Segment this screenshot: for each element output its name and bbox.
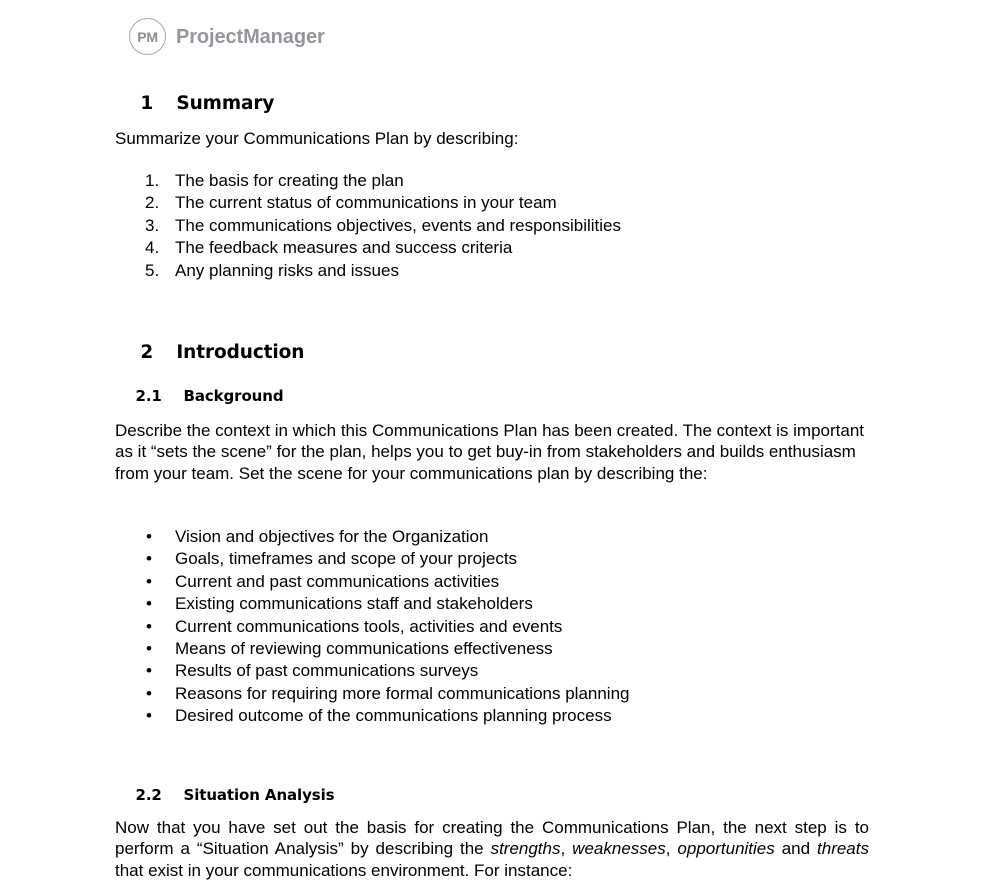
heading-summary [115,74,274,135]
bullet-icon: • [146,639,152,659]
emphasis-weaknesses: weaknesses [572,839,666,859]
separator-2: , [665,839,678,859]
emphasis-opportunities: opportunities [677,839,775,859]
list-item [115,215,875,237]
brand-logo [129,18,325,55]
summary-numbered-list [115,170,875,282]
emphasis-threats: threats [817,839,869,859]
list-item [115,571,875,593]
list-item-label: Any planning risks and issues [175,260,399,280]
list-marker: 5. [145,260,160,280]
bullet-icon: • [146,661,152,681]
list-item-label: Results of past communications surveys [175,661,479,681]
heading-situation-analysis-title: Situation Analysis [183,785,335,804]
list-item-label: Desired outcome of the communications planning process [175,706,612,726]
list-item [115,683,875,705]
list-marker: 1. [145,171,160,190]
list-item [115,616,875,638]
situation-analysis-paragraph [115,817,869,881]
bullet-icon: • [146,706,152,726]
heading-summary-number: 1 [140,93,154,115]
heading-situation-analysis [115,770,334,820]
summary-intro-paragraph: Summarize your Communications Plan by describing: [115,129,519,148]
list-marker: 4. [145,238,160,258]
heading-situation-analysis-number: 2.2 [135,785,162,804]
bullet-icon: • [146,683,152,703]
bullet-icon: • [146,594,152,614]
heading-background-number: 2.1 [135,386,162,405]
list-item-label: Vision and objectives for the Organization [175,527,489,546]
list-item-label: Current and past communications activities [175,571,500,591]
list-item [115,192,875,214]
background-paragraph: Describe the context in which this Communications Plan has been created. The context is important as it “sets the scene” for the plan, helps you to get buy-in from stakeholders and builds enthusiasm from your team. Set the scene for your communications plan by describing the: [115,421,865,483]
heading-summary-title: Summary [176,93,275,115]
list-item [115,237,875,259]
project-manager-circle-icon [129,18,166,55]
situation-analysis-lead: Now that you have set out the basis for creating the Communications Plan, the next step is to perform a “Situation Analysis” by describing the [115,818,869,859]
heading-introduction-title: Introduction [176,342,305,364]
list-item-label: Means of reviewing communications effectiveness [175,639,553,659]
list-item [115,548,875,570]
heading-background [115,371,283,421]
emphasis-strengths: strengths [490,839,561,859]
separator-3: and [774,839,818,859]
list-item-label: The communications objectives, events and responsibilities [175,215,622,235]
list-item-label: The basis for creating the plan [175,171,404,190]
list-marker: 3. [145,215,160,235]
separator-1: , [560,839,573,859]
bullet-icon: • [146,571,152,591]
bullet-icon: • [146,616,152,636]
list-item [115,170,875,192]
list-item [115,638,875,660]
situation-analysis-tail: that exist in your communications environment. For instance: [115,860,573,880]
bullet-icon: • [146,527,152,546]
list-marker: 2. [145,193,160,213]
background-bullet-list [115,526,875,728]
logo-monogram: PM [137,28,158,45]
list-item [115,660,875,682]
logo-wordmark: ProjectManager [176,25,325,48]
bullet-icon: • [146,549,152,569]
list-item-label: Goals, timeframes and scope of your projects [175,549,518,569]
list-item-label: Current communications tools, activities and events [175,616,563,636]
heading-background-title: Background [183,386,284,405]
list-item-label: Existing communications staff and stakeholders [175,594,533,614]
heading-introduction-number: 2 [140,342,154,364]
list-item-label: Reasons for requiring more formal communications planning [175,683,630,703]
list-item [115,526,875,548]
list-item-label: The current status of communications in your team [175,193,557,213]
list-item [115,593,875,615]
list-item [115,260,875,282]
list-item-label: The feedback measures and success criteria [175,238,513,258]
list-item [115,705,875,727]
